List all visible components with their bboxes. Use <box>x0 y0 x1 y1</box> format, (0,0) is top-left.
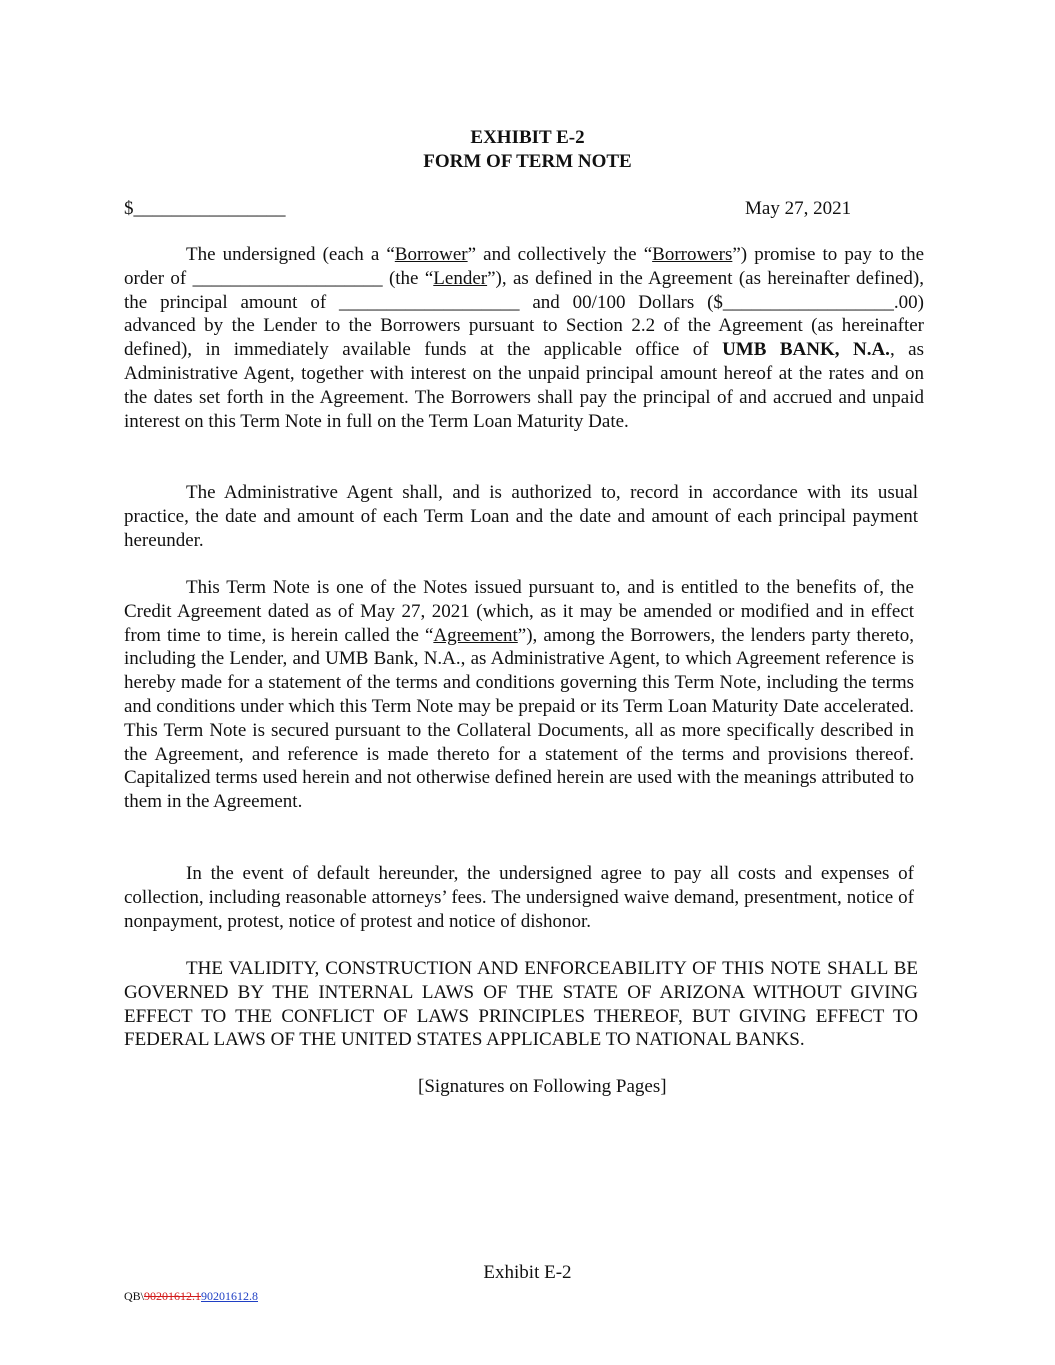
bank-name: UMB BANK, N.A. <box>722 339 890 361</box>
signature-note: [Signatures on Following Pages] <box>418 1076 667 1097</box>
paragraph-promise-to-pay: The undersigned (each a “Borrower” and collectively the “Borrowers”) promise to pay to the order of ____________________ (the “Lender”), as defined in the Agreement (as hereinafter defined), the principal amount of ___________________ and 00/100 Dollars ($__________________.00) advanced by the Lender to the Borrowers pursuant to Section 2.2 of the Agreement (as hereinafter defined), in immediately available funds at the applicable office of UMB BANK, N.A., as Administrative Agent, together with interest on the unpaid principal amount hereof at the rates and on the dates set forth in the Agreement. The Borrowers shall pay the principal of and accrued and unpaid interest on this Term Note in full on the Term Loan Maturity Date. <box>124 244 924 432</box>
paragraph-credit-agreement: This Term Note is one of the Notes issued pursuant to, and is entitled to the benefits of, the Credit Agreement dated as of May 27, 2021 (which, as it may be amended or modified and in effect from time to time, is herein called the “Agreement”), among the Borrowers, the lenders party thereto, including the Lender, and UMB Bank, N.A., as Administrative Agent, to which Agreement reference is hereby made for a statement of the terms and conditions governing this Term Note, including the terms and conditions under which this Term Note may be prepaid or its Term Loan Maturity Date accelerated. This Term Note is secured pursuant to the Collateral Documents, all as more specifically described in the Agreement, and reference is made thereto for a statement of the terms and provisions thereof. Capitalized terms used herein and not otherwise defined herein are used with the meanings attributed to them in the Agreement. <box>124 577 914 813</box>
defined-term-borrowers: Borrowers <box>652 244 733 265</box>
paragraph-governing-law: THE VALIDITY, CONSTRUCTION AND ENFORCEABILITY OF THIS NOTE SHALL BE GOVERNED BY THE INTERNAL LAWS OF THE STATE OF ARIZONA WITHOUT GIVING EFFECT TO THE CONFLICT OF LAWS PRINCIPLES THEREOF, BUT GIVING EFFECT TO FEDERAL LAWS OF THE UNITED STATES APPLICABLE TO NATIONAL BANKS. <box>124 958 918 1051</box>
amount-field: $________________ <box>124 198 286 219</box>
defined-term-agreement: Agreement <box>433 624 518 646</box>
paragraph-default-costs: In the event of default hereunder, the undersigned agree to pay all costs and expenses of collection, including reasonable attorneys’ fees. The undersigned waive demand, presentment, notice of nonpayment, protest, notice of protest and notice of dishonor. <box>124 863 914 932</box>
defined-term-borrower: Borrower <box>394 244 468 265</box>
document-id: QB\90201612.190201612.8 <box>124 1289 259 1303</box>
paragraph-record-keeping: The Administrative Agent shall, and is authorized to, record in accordance with its usual practice, the date and amount of each Term Loan and the date and amount of each principal payment hereunder. <box>124 482 918 551</box>
defined-term-lender: Lender <box>433 267 488 289</box>
docid-deleted: 90201612.1 <box>144 1289 202 1303</box>
form-title: FORM OF TERM NOTE <box>423 151 632 172</box>
page-footer-label: Exhibit E-2 <box>483 1262 572 1283</box>
docid-inserted: 90201612.8 <box>201 1289 259 1303</box>
note-date: May 27, 2021 <box>745 198 852 219</box>
exhibit-title: EXHIBIT E-2 <box>470 127 585 148</box>
